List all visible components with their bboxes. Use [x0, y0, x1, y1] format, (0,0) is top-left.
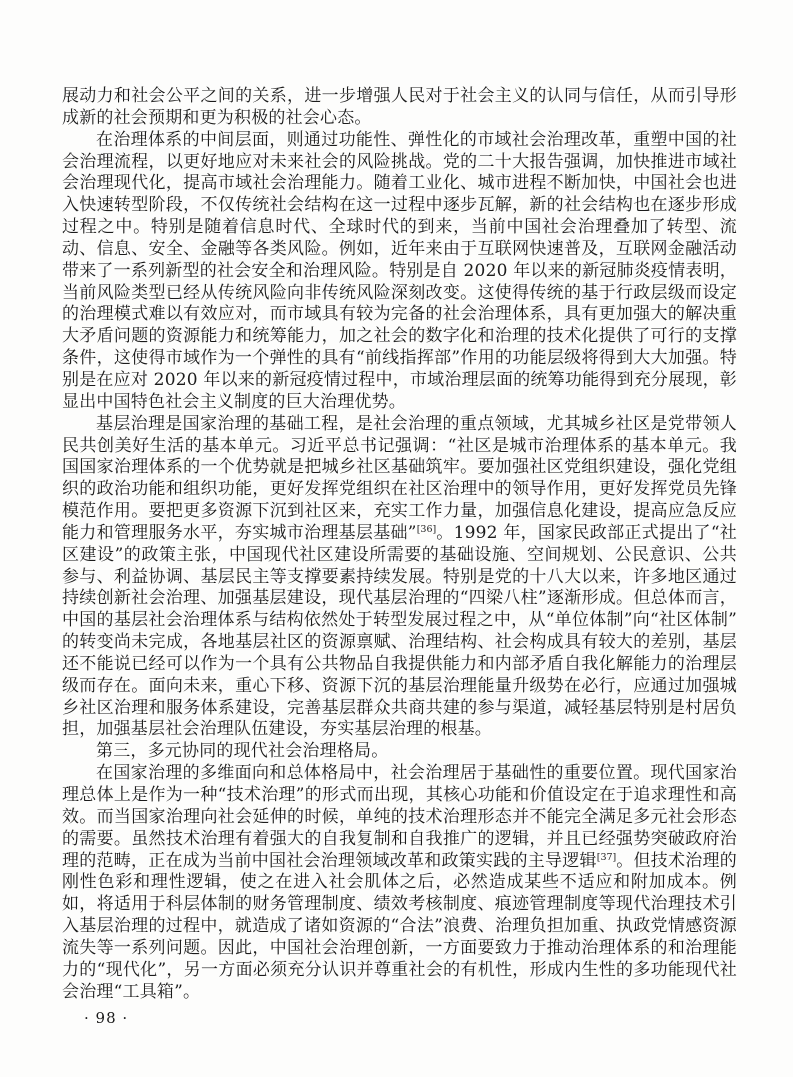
body-text: 第三，多元协同的现代社会治理格局。: [96, 741, 389, 762]
body-text: 。但技术治理的刚性色彩和理性逻辑，使之在进入社会肌体之后，必然造成某些不适应和附加成本。例如，将适用于科层体制的财务管理制度、绩效考核制度、痕迹管理制度等现代治理技术引入基层治理的过程中，就造成了诸如资源的“合法”浪费、治理负担加重、执政党情感资源流失等一系列问题。因此，中国社会治理创新，一方面要致力于推动治理体系的和治理能力的“现代化”，另一方面必须充分认识并尊重社会的有机性，形成内生性的多功能现代社会治理“工具箱”。: [62, 850, 737, 1002]
para-continuation-social-expectation: [62, 86, 737, 130]
para-grassroots-governance: [62, 414, 737, 742]
footnote-reference: [37]: [596, 851, 617, 863]
body-text: 在治理体系的中间层面，则通过功能性、弹性化的市域社会治理改革，重塑中国的社会治理流程，以更好地应对未来社会的风险挑战。党的二十大报告强调，加快推进市域社会治理现代化，提高市域社会治理能力。随着工业化、城市进程不断加快，中国社会也进入快速转型阶段，不仅传统社会结构在这一过程中逐步瓦解，新的社会结构也在逐步形成过程之中。特别是随着信息时代、全球时代的到来，当前中国社会治理叠加了转型、流动、信息、安全、金融等各类风险。例如，近年来由于互联网快速普及，互联网金融活动带来了一系列新型的社会安全和治理风险。特别是自 2020 年以来的新冠肺炎疫情表明，当前风险类型已经从传统风险向非传统风险深刻改变。这使得传统的基于行政层级而设定的治理模式难以有效应对，而市域具有较为完备的社会治理体系，具有更加强大的解决重大矛盾问题的资源能力和统筹能力，加之社会的数字化和治理的技术化提供了可行的支撑条件，这使得市域作为一个弹性的具有“前线指挥部”作用的功能层级将得到大大加强。特别是在应对 2020 年以来的新冠疫情过程中，市域治理层面的统筹功能得到充分展现，彰显出中国特色社会主义制度的巨大治理优势。: [62, 129, 737, 412]
page-number: · 98 ·: [84, 1009, 129, 1028]
body-text: 在国家治理的多维面向和总体格局中，社会治理居于基础性的重要位置。现代国家治理总体上是作为一种“技术治理”的形式而出现，其核心功能和价值设定在于追求理性和高效。而当国家治理向社会延伸的时候，单纯的技术治理形态并不能完全满足多元社会形态的需要。虽然技术治理有着强大的自我复制和自我推广的逻辑，并且已经强势突破政府治理的范畴，正在成为当前中国社会治理领域改革和政策实践的主导逻辑: [62, 763, 737, 871]
body-text: 展动力和社会公平之间的关系，进一步增强人民对于社会主义的认同与信任，从而引导形成新的社会预期和更为积极的社会心态。: [62, 86, 737, 128]
para-city-level-governance: [62, 130, 737, 414]
para-coordinated-governance: [62, 763, 737, 1003]
footnote-reference: [36]: [416, 523, 437, 535]
paragraph-container: [62, 86, 737, 1003]
para-third-point-heading: [62, 741, 737, 763]
body-text: 。1992 年，国家民政部正式提出了“社区建设”的政策主张，中国现代社区建设所需要的基础设施、空间规划、公民意识、公共参与、利益协调、基层民主等支撑要素持续发展。特别是党的十八大以来，许多地区通过持续创新社会治理、加强基层建设，现代基层治理的“四梁八柱”逐渐形成。但总体而言，中国的基层社会治理体系与结构依然处于转型发展过程之中，从“单位体制”向“社区体制”的转变尚未完成，各地基层社区的资源禀赋、治理结构、社会构成具有较大的差别，基层还不能说已经可以作为一个具有公共物品自我提供能力和内部矛盾自我化解能力的治理层级而存在。面向未来，重心下移、资源下沉的基层治理能量升级势在必行，应通过加强城乡社区治理和服务体系建设，完善基层群众共商共建的参与渠道，减轻基层特别是村居负担，加强基层社会治理队伍建设，夯实基层治理的根基。: [62, 522, 737, 740]
page-body: [62, 86, 737, 1028]
body-text: 基层治理是国家治理的基础工程，是社会治理的重点领域，尤其城乡社区是党带领人民共创美好生活的基本单元。习近平总书记强调：“社区是城市治理体系的基本单元。我国国家治理体系的一个优势就是把城乡社区基础筑牢。要加强社区党组织建设，强化党组织的政治功能和组织功能，更好发挥党组织在社区治理中的领导作用，更好发挥党员先锋模范作用。要把更多资源下沉到社区来，充实工作力量，加强信息化建设，提高应急反应能力和管理服务水平，夯实城市治理基层基础”: [62, 413, 737, 543]
